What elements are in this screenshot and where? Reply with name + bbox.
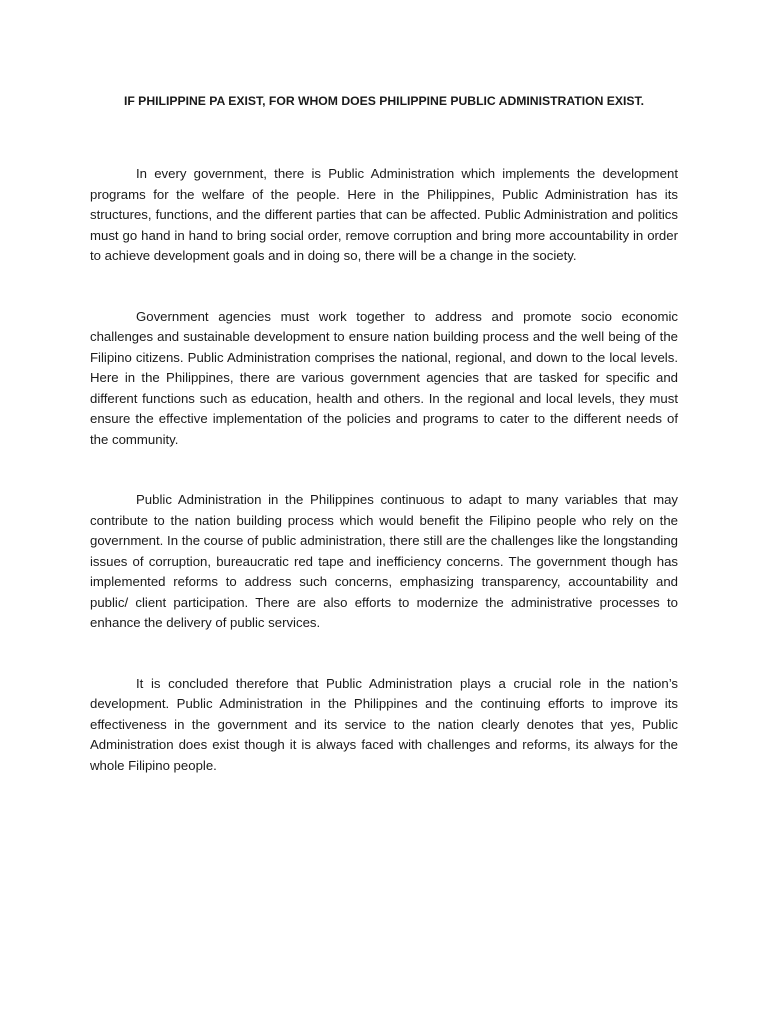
paragraph-1: In every government, there is Public Administration which implements the development programs for the welfare of the people. Here in the Philippines, Public Administration has its structures, functions, and the different parties that can be affected. Public Administration and politics must go hand in hand to bring social order, remove corruption and bring more accountability in order to achieve development goals and in doing so, there will be a change in the society.	[90, 166, 678, 263]
paragraph-2: Government agencies must work together to address and promote socio economic challenges and sustainable development to ensure nation building process and the well being of the Filipino citizens. Public Administration comprises the national, regional, and down to the local levels. Here in the Philippines, there are various government agencies that are tasked for specific and different functions such as education, health and others. In the regional and local levels, they must ensure the effective implementation of the policies and programs to cater to the different needs of the community.	[90, 308, 678, 447]
paragraph-3: Public Administration in the Philippines continuous to adapt to many variables that may contribute to the nation building process which would benefit the Filipino people who rely on the government. In the course of public administration, there still are the challenges like the longstanding issues of corruption, bureaucratic red tape and inefficiency concerns. The government though has implemented reforms to address such concerns, emphasizing transparency, accountability and public/ client participation. There are also efforts to modernize the administrative processes to enhance the delivery of public services.	[90, 492, 678, 630]
document-page	[90, 90, 678, 816]
paragraph-4: It is concluded therefore that Public Administration plays a crucial role in the nation’s development. Public Administration in the Philippines and the continuing efforts to improve its effectiveness in the government and its service to the nation clearly denotes that yes, Public Administration does exist though it is always faced with challenges and reforms, its always for the whole Filipino people.	[90, 675, 678, 773]
document-title: IF PHILIPPINE PA EXIST, FOR WHOM DOES PHILIPPINE PUBLIC ADMINISTRATION EXIST.	[123, 94, 645, 108]
